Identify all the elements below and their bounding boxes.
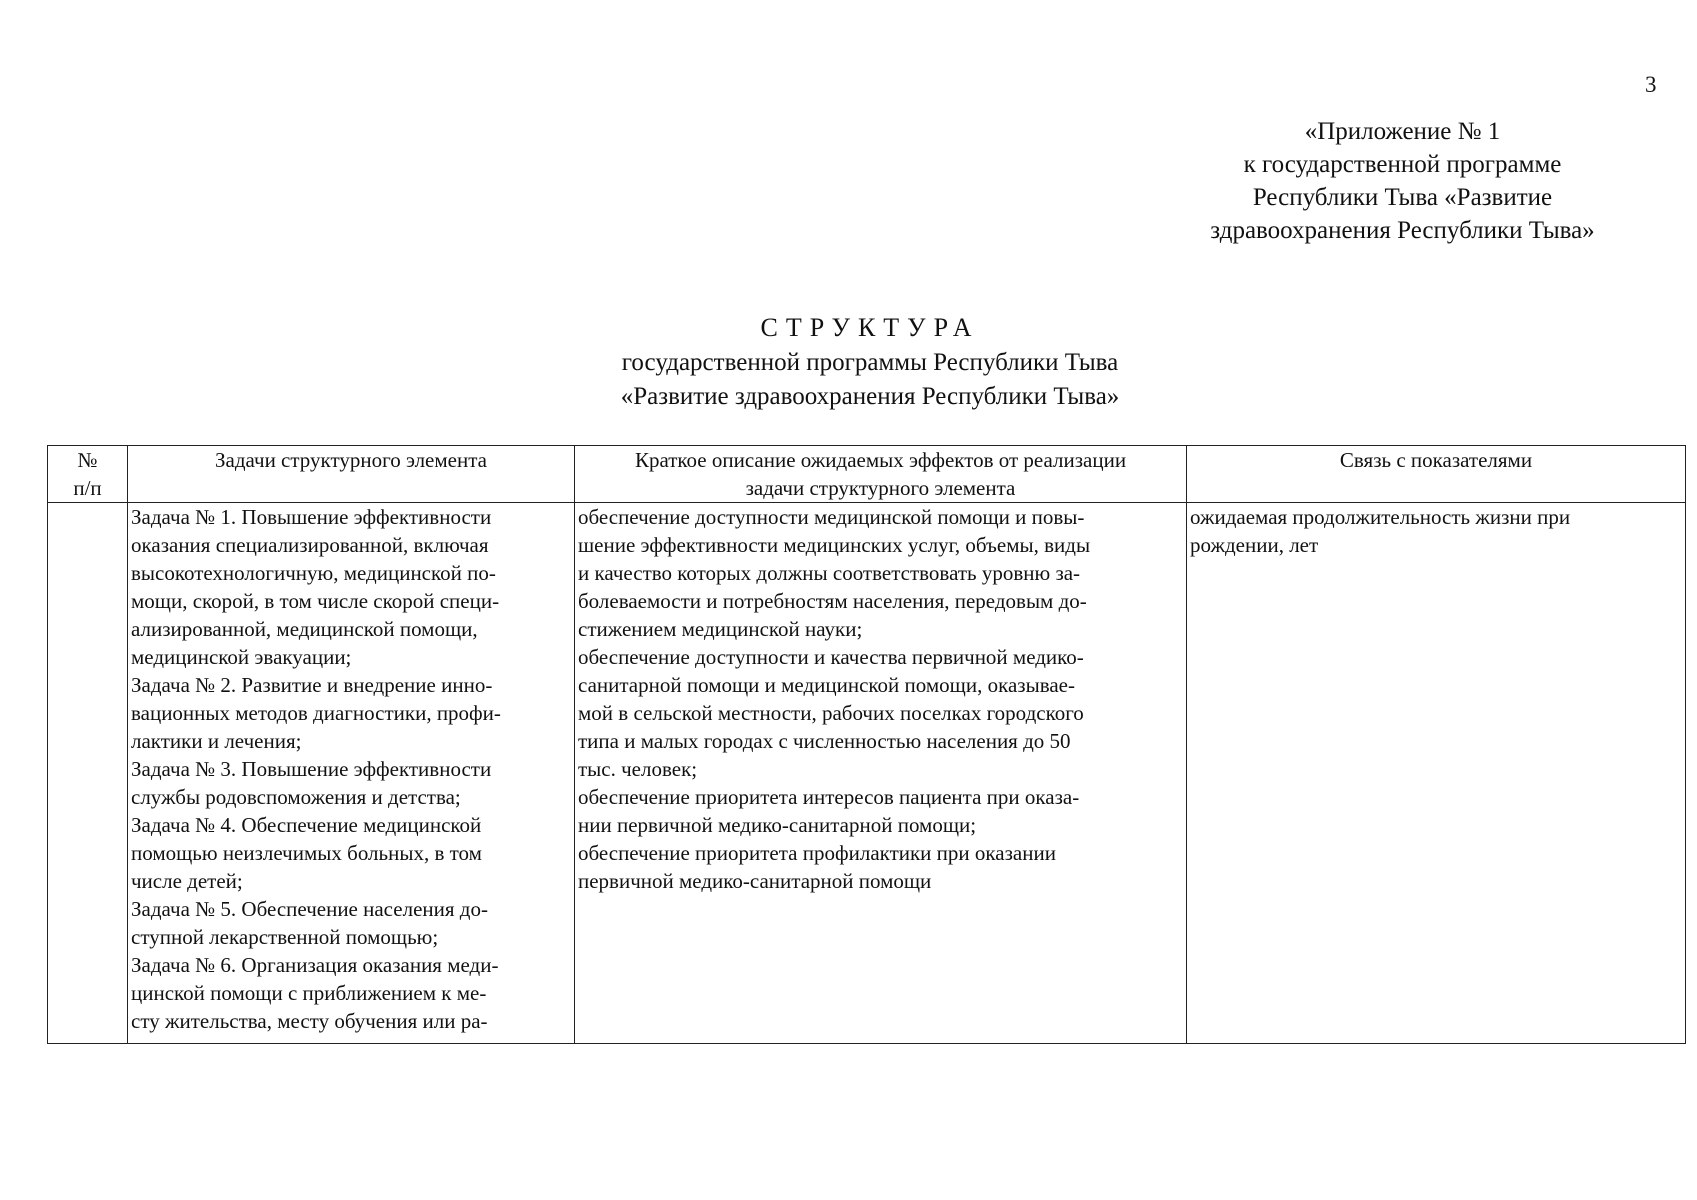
task-line: Задача № 6. Организация оказания меди- <box>131 953 499 977</box>
effect-line: шение эффективности медицинских услуг, объемы, виды <box>578 533 1091 557</box>
header-number <box>48 446 128 503</box>
task-line: вационных методов диагностики, профи- <box>131 701 501 725</box>
effect-line: обеспечение приоритета профилактики при оказании <box>578 841 1056 865</box>
appendix-line: здравоохранения Республики Тыва» <box>1210 217 1595 244</box>
task-line: медицинской эвакуации; <box>131 645 352 669</box>
document-subtitle-line: государственной программы Республики Тыва <box>621 349 1119 376</box>
appendix-line: Республики Тыва «Развитие <box>1252 184 1553 211</box>
task-line: мощи, скорой, в том числе скорой специ- <box>131 589 500 613</box>
task-line: ступной лекарственной помощью; <box>131 925 439 949</box>
header-number-line: п/п <box>73 476 102 500</box>
task-line: Задача № 2. Развитие и внедрение инно- <box>131 673 493 697</box>
header-indicators <box>1187 446 1686 503</box>
cell-indicators <box>1187 503 1686 1044</box>
header-effects-line: Краткое описание ожидаемых эффектов от реализации <box>634 448 1127 472</box>
appendix-line: «Приложение № 1 <box>1304 118 1501 145</box>
task-line: помощью неизлечимых больных, в том <box>131 841 482 865</box>
task-line: ализированной, медицинской помощи, <box>131 617 478 641</box>
task-line: Задача № 1. Повышение эффективности <box>131 505 492 529</box>
appendix-line: к государственной программе <box>1243 151 1562 178</box>
effect-line: болеваемости и потребностям населения, передовым до- <box>578 589 1087 613</box>
cell-effects <box>575 503 1187 1044</box>
cell-number <box>48 503 128 1044</box>
header-effects <box>575 446 1187 503</box>
header-effects-line: задачи структурного элемента <box>745 476 1016 500</box>
task-line: числе детей; <box>131 869 243 893</box>
task-line: Задача № 3. Повышение эффективности <box>131 757 492 781</box>
header-tasks <box>128 446 575 503</box>
indicator-line: рождении, лет <box>1190 533 1319 557</box>
task-line: сту жительства, месту обучения или ра- <box>131 1009 488 1033</box>
effect-line: первичной медико-санитарной помощи <box>578 869 932 893</box>
structure-table <box>47 445 1686 1044</box>
effect-line: санитарной помощи и медицинской помощи, оказывае- <box>578 673 1075 697</box>
appendix-note <box>1140 115 1665 247</box>
header-number-line: № <box>77 448 98 472</box>
cell-tasks <box>128 503 575 1044</box>
task-line: оказания специализированной, включая <box>131 533 489 557</box>
title-block <box>500 310 1240 414</box>
task-line: службы родовспоможения и детства; <box>131 785 461 809</box>
table-row <box>48 503 1686 1044</box>
header-tasks-line: Задачи структурного элемента <box>215 448 487 472</box>
effect-line: тыс. человек; <box>578 757 698 781</box>
page-number: 3 <box>1645 72 1657 97</box>
effect-line: нии первичной медико-санитарной помощи; <box>578 813 977 837</box>
effect-line: и качество которых должны соответствовать уровню за- <box>578 561 1081 585</box>
indicator-line: ожидаемая продолжительность жизни при <box>1190 505 1571 529</box>
task-line: цинской помощи с приближением к ме- <box>131 981 487 1005</box>
effect-line: стижением медицинской науки; <box>578 617 863 641</box>
effect-line: мой в сельской местности, рабочих поселках городского <box>578 701 1084 725</box>
task-line: Задача № 4. Обеспечение медицинской <box>131 813 482 837</box>
effect-line: обеспечение доступности медицинской помощи и повы- <box>578 505 1085 529</box>
task-line: высокотехнологичную, медицинской по- <box>131 561 496 585</box>
document-title: СТРУКТУРА <box>760 313 980 342</box>
document-subtitle-line: «Развитие здравоохранения Республики Тыва» <box>620 383 1120 410</box>
task-line: Задача № 5. Обеспечение населения до- <box>131 897 488 921</box>
table-header-row <box>48 446 1686 503</box>
effect-line: обеспечение приоритета интересов пациента при оказа- <box>578 785 1080 809</box>
effect-line: типа и малых городах с численностью населения до 50 <box>578 729 1071 753</box>
header-indicators-line: Связь с показателями <box>1339 448 1533 472</box>
task-line: лактики и лечения; <box>131 729 302 753</box>
effect-line: обеспечение доступности и качества первичной медико- <box>578 645 1084 669</box>
